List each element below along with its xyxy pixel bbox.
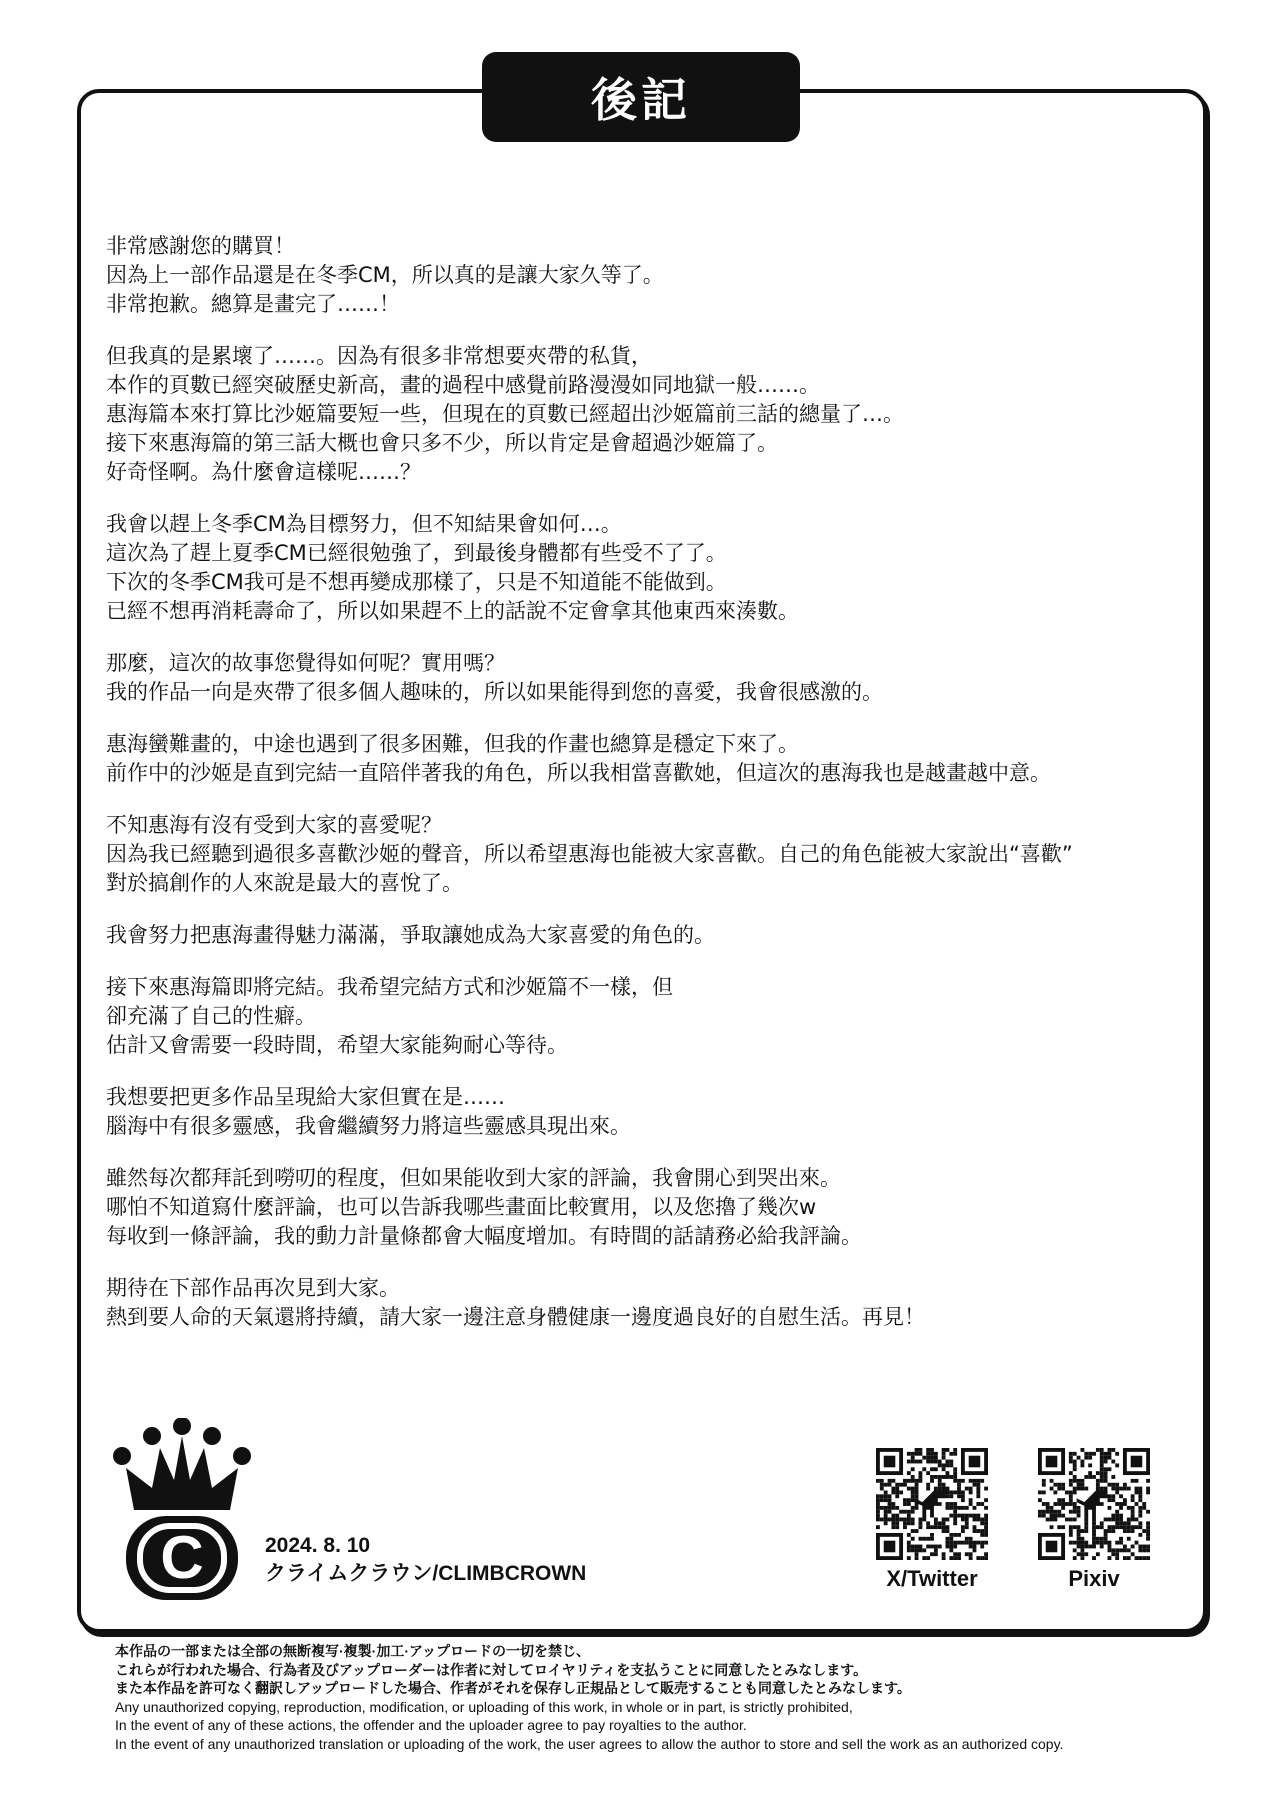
- text-line: 估計又會需要一段時間，希望大家能夠耐心等待。: [106, 1033, 568, 1057]
- notice-jp-line: これらが行われた場合、行為者及びアップローダーは作者に対してロイヤリティを支払うことに同意したとみなします。: [115, 1661, 868, 1678]
- notice-en-line: In the event of any of these actions, the offender and the uploader agree to pay royalties to the author.: [115, 1717, 747, 1733]
- text-line: 但我真的是累壞了……。因為有很多非常想要夾帶的私貨，: [106, 344, 652, 368]
- page-title: 後記: [482, 52, 800, 142]
- signature: [265, 1532, 586, 1588]
- qr-code-icon[interactable]: [1038, 1448, 1150, 1560]
- text-line: 對於搞創作的人來說是最大的喜悅了。: [106, 871, 463, 895]
- paragraph: [106, 973, 1196, 1060]
- text-line: 我會努力把惠海畫得魅力滿滿，爭取讓她成為大家喜愛的角色的。: [106, 923, 715, 947]
- text-line: 這次為了趕上夏季CM已經很勉強了，到最後身體都有些受不了了。: [106, 541, 727, 565]
- climbcrown-logo: [112, 1418, 252, 1600]
- paragraph: [106, 649, 1196, 707]
- notice-en-line: Any unauthorized copying, reproduction, modification, or uploading of this work, in whole or in part, is strictly prohibited,: [115, 1698, 853, 1715]
- notice-en-line: In the event of any unauthorized translation or uploading of the work, the user agrees to allow the author to store and sell the work as an authorized copy.: [115, 1735, 1064, 1752]
- text-line: 下次的冬季CM我可是不想再變成那樣了，只是不知道能不能做到。: [106, 570, 727, 594]
- text-line: 那麼，這次的故事您覺得如何呢？實用嗎？: [106, 651, 505, 675]
- logo-letter: C: [160, 1524, 204, 1591]
- qr-label-pixiv: Pixiv: [1068, 1566, 1120, 1591]
- text-line: 惠海蠻難畫的，中途也遇到了很多困難，但我的作畫也總算是穩定下來了。: [106, 732, 799, 756]
- notice-jp-line: 本作品の一部または全部の無断複写·複製·加工·アップロードの一切を禁じ、: [115, 1643, 591, 1659]
- paragraph: [106, 232, 1196, 319]
- text-line: 我的作品一向是夾帶了很多個人趣味的，所以如果能得到您的喜愛，我會很感激的。: [106, 680, 883, 704]
- text-line: 本作的頁數已經突破歷史新高，畫的過程中感覺前路漫漫如同地獄一般……。: [106, 373, 820, 397]
- paragraph: [106, 730, 1196, 788]
- paragraph: [106, 811, 1196, 898]
- notice-jp-line: また本作品を許可なく翻訳しアップロードした場合、作者がそれを保存し正規品として販売することも同意したとみなします。: [115, 1680, 911, 1696]
- text-line: 接下來惠海篇即將完結。我希望完結方式和沙姬篇不一樣，但: [106, 975, 673, 999]
- text-line: 因為我已經聽到過很多喜歡沙姬的聲音，所以希望惠海也能被大家喜歡。自己的角色能被大家說出“喜歡”: [106, 842, 1073, 866]
- text-line: 因為上一部作品還是在冬季CM，所以真的是讓大家久等了。: [106, 263, 664, 287]
- paragraph: [106, 921, 1196, 950]
- text-line: 惠海篇本來打算比沙姬篇要短一些，但現在的頁數已經超出沙姬篇前三話的總量了…。: [106, 402, 904, 426]
- paragraph: [106, 1083, 1196, 1141]
- date: 2024. 8. 10: [265, 1534, 371, 1557]
- text-line: 非常感謝您的購買！: [106, 234, 295, 258]
- text-line: 卻充滿了自己的性癖。: [106, 1004, 316, 1028]
- text-line: 我想要把更多作品呈現給大家但實在是……: [106, 1085, 505, 1109]
- text-line: 哪怕不知道寫什麼評論，也可以告訴我哪些畫面比較實用，以及您擼了幾次w: [106, 1195, 817, 1219]
- circle-name: クライムクラウン/CLIMBCROWN: [265, 1562, 587, 1585]
- qr-label-twitter: X/Twitter: [886, 1566, 978, 1591]
- text-line: 前作中的沙姬是直到完結一直陪伴著我的角色，所以我相當喜歡她，但這次的惠海我也是越畫越中意。: [106, 761, 1051, 785]
- paragraph: [106, 342, 1196, 487]
- afterword-body: [106, 232, 1196, 1355]
- text-line: 期待在下部作品再次見到大家。: [106, 1276, 400, 1300]
- paragraph: [106, 1274, 1196, 1332]
- text-line: 我會以趕上冬季CM為目標努力，但不知結果會如何…。: [106, 512, 622, 536]
- text-line: 好奇怪啊。為什麼會這樣呢……？: [106, 460, 421, 484]
- text-line: 接下來惠海篇的第三話大概也會只多不少，所以肯定是會超過沙姬篇了。: [106, 431, 778, 455]
- paragraph: [106, 1164, 1196, 1251]
- copyright-notice: [115, 1642, 1063, 1753]
- paragraph: [106, 510, 1196, 626]
- text-line: 熱到要人命的天氣還將持續，請大家一邊注意身體健康一邊度過良好的自慰生活。再見！: [106, 1305, 925, 1329]
- qr-code-icon[interactable]: [876, 1448, 988, 1560]
- text-line: 非常抱歉。總算是畫完了……！: [106, 292, 400, 316]
- text-line: 不知惠海有沒有受到大家的喜愛呢？: [106, 813, 442, 837]
- text-line: 雖然每次都拜託到嘮叨的程度，但如果能收到大家的評論，我會開心到哭出來。: [106, 1166, 841, 1190]
- text-line: 腦海中有很多靈感，我會繼續努力將這些靈感具現出來。: [106, 1114, 631, 1138]
- text-line: 已經不想再消耗壽命了，所以如果趕不上的話說不定會拿其他東西來湊數。: [106, 599, 799, 623]
- text-line: 每收到一條評論，我的動力計量條都會大幅度增加。有時間的話請務必給我評論。: [106, 1224, 862, 1248]
